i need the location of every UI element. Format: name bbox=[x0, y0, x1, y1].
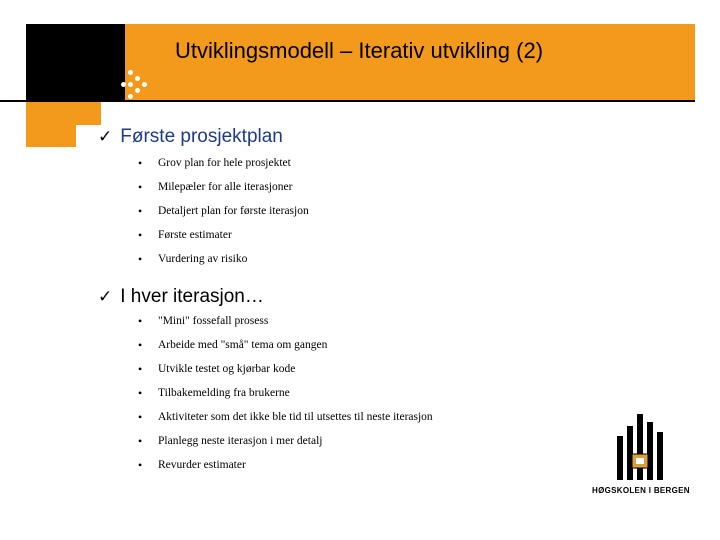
list-item: • Tilbakemelding fra brukerne bbox=[138, 381, 433, 405]
section-heading bbox=[98, 286, 264, 308]
list-item: • Første estimater bbox=[138, 223, 309, 247]
list-item: • Grov plan for hele prosjektet bbox=[138, 151, 309, 175]
bullet-list bbox=[138, 309, 433, 477]
arrow-dot bbox=[128, 70, 133, 75]
slide-title: Utviklingsmodell – Iterativ utvikling (2) bbox=[175, 38, 544, 63]
college-name: HØGSKOLEN I BERGEN bbox=[592, 486, 690, 495]
list-item: • Revurder estimater bbox=[138, 453, 433, 477]
arrow-dot bbox=[121, 82, 126, 87]
list-item: • Detaljert plan for første iterasjon bbox=[138, 199, 309, 223]
college-logo-icon bbox=[613, 414, 667, 480]
list-item: • Planlegg neste iterasjon i mer detalj bbox=[138, 429, 433, 453]
corner-block bbox=[26, 24, 125, 100]
list-item: • Vurdering av risiko bbox=[138, 247, 309, 271]
corner-step bbox=[26, 125, 76, 147]
list-item: • Arbeide med "små" tema om gangen bbox=[138, 333, 433, 357]
header-divider bbox=[0, 100, 695, 102]
arrow-dot bbox=[128, 94, 133, 99]
bullet-list bbox=[138, 151, 309, 271]
section-heading-label: Første prosjektplan bbox=[120, 126, 283, 147]
check-icon: ✓ bbox=[98, 287, 113, 307]
arrow-dot bbox=[135, 76, 140, 81]
corner-step bbox=[26, 101, 101, 125]
section-heading-label: I hver iterasjon… bbox=[120, 286, 264, 307]
list-item: • Utvikle testet og kjørbar kode bbox=[138, 357, 433, 381]
list-item: • Milepæler for alle iterasjoner bbox=[138, 175, 309, 199]
arrow-dot bbox=[128, 82, 133, 87]
section-heading bbox=[98, 126, 283, 148]
arrow-dot bbox=[135, 88, 140, 93]
list-item: • Aktiviteter som det ikke ble tid til utsettes til neste iterasjon bbox=[138, 405, 433, 429]
list-item: • "Mini" fossefall prosess bbox=[138, 309, 433, 333]
check-icon: ✓ bbox=[98, 127, 113, 147]
arrow-dot bbox=[142, 82, 147, 87]
